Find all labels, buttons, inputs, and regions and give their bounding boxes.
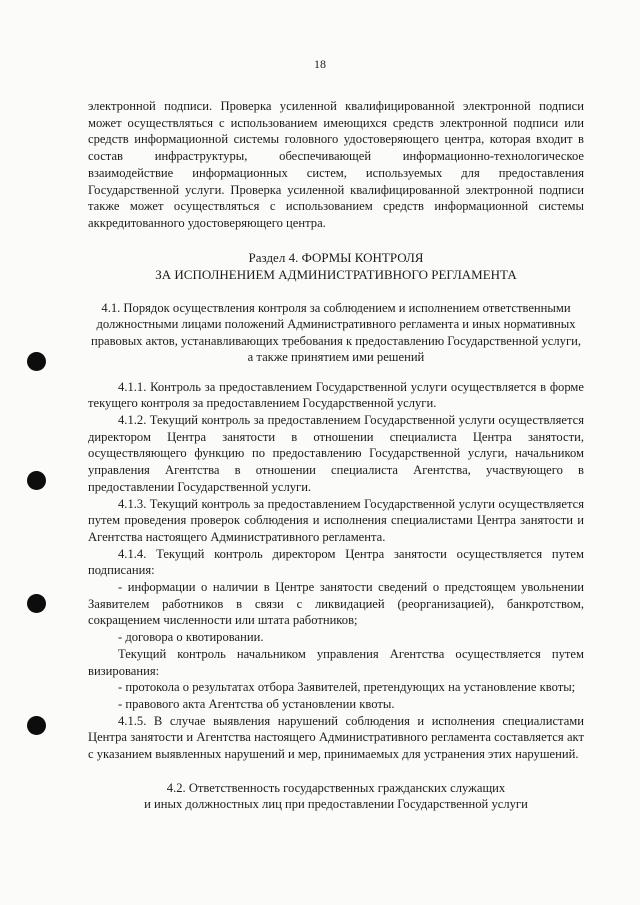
document-body (88, 98, 584, 813)
paragraph-4-1-4: 4.1.4. Текущий контроль директором Центра занятости осуществляется путем подписания: (88, 546, 584, 578)
paragraph-4-1-1: 4.1.1. Контроль за предоставлением Государственной услуги осуществляется в форме текущего контроля за предоставлением Государственной услуги. (88, 379, 584, 411)
punch-hole (27, 471, 46, 490)
intro-paragraph: электронной подписи. Проверка усиленной квалифицированной электронной подписи может осуществляться с использованием имеющихся средств электронной подписи или средств информационной системы головного удостоверяющего центра, которая входит в состав инфраструктуры, обеспечивающей информационно-технологическое взаимодействие информационных систем, используемых для предоставления Государственной услуги. Проверка усиленной квалифицированной электронной подписи также может осуществляться с использованием средств информационной системы аккредитованного удостоверяющего центра. (88, 99, 584, 230)
punch-hole (27, 352, 46, 371)
section-title-line-2: ЗА ИСПОЛНЕНИЕМ АДМИНИСТРАТИВНОГО РЕГЛАМЕНТА (155, 266, 517, 282)
subsection-title-4-2-line-1: 4.2. Ответственность государственных гражданских служащих (166, 780, 506, 795)
punch-hole (27, 594, 46, 613)
page-number: 18 (314, 57, 326, 71)
list-item: - договора о квотировании. (118, 630, 264, 645)
subsection-title-4-1: 4.1. Порядок осуществления контроля за соблюдением и исполнением ответственными должностными лицами положений Административного регламента и иных нормативных правовых актов, устанавливающих требования к предоставлению Государственной услуги, а также принятием ими решений (90, 300, 582, 365)
paragraph-4-1-4-visa: Текущий контроль начальником управления Агентства осуществляется путем визирования: (88, 646, 584, 678)
list-item: - правового акта Агентства об установлении квоты. (118, 696, 395, 711)
paragraph-4-1-5: 4.1.5. В случае выявления нарушений соблюдения и исполнения специалистами Центра занятости и Агентства настоящего Административного регламента составляется акт с указанием выявленных нарушений и мер, принимаемых для устранения этих нарушений. (88, 713, 584, 762)
list-item: - информации о наличии в Центре занятости сведений о предстоящем увольнении Заявителем работников в связи с ликвидацией (реорганизацией), банкротством, сокращением численности или штата работников; (88, 580, 584, 628)
section-title-line-1: Раздел 4. ФОРМЫ КОНТРОЛЯ (248, 249, 424, 265)
punch-hole (27, 716, 46, 735)
paragraph-4-1-2: 4.1.2. Текущий контроль за предоставлением Государственной услуги осуществляется директором Центра занятости в отношении специалиста Центра занятости, осуществляющего функцию по предоставлению Государственной услуги, начальником управления Агентства в отношении специалиста Агентства, участвующего в предоставлении Государственной услуги. (88, 413, 584, 494)
list-item: - протокола о результатах отбора Заявителей, претендующих на установление квоты; (118, 680, 576, 695)
paragraph-4-1-3: 4.1.3. Текущий контроль за предоставлением Государственной услуги осуществляется путем проведения проверок соблюдения и исполнения специалистами Центра занятости и Агентства настоящего Административного регламента. (88, 496, 584, 544)
section-title (88, 249, 584, 283)
subsection-title-4-2 (88, 780, 584, 813)
subsection-title-4-2-line-2: и иных должностных лиц при предоставлении Государственной услуги (144, 797, 528, 812)
